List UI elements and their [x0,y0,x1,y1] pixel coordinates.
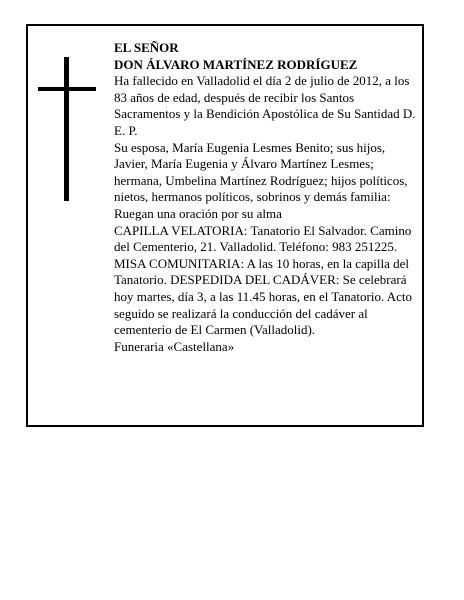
death-announcement: Ha fallecido en Valladolid el día 2 de julio de 2012, a los 83 años de edad, después de recibir los Santos Sacramentos y la Bendición Apostólica de Su Santidad D. E. P. [114,73,416,138]
prayer-request: Ruegan una oración por su alma [114,205,282,221]
funeral-details: CAPILLA VELATORIA: Tanatorio El Salvador. Camino del Cementerio, 21. Valladolid. Teléfono: 983 251225. MISA COMUNITARIA: A las 10 horas, en la capilla del Tanatorio. DESPEDIDA DEL CADÁVER: Se celebrará hoy martes, día 3, a las 11.45 horas, en el Tanatorio. Acto seguido se realizará la conducción del cadáver al cementerio de El Carmen (Valladolid). [114,222,413,338]
title-line-1: EL SEÑOR [114,40,179,55]
cross-icon [38,57,96,201]
obituary-text [114,40,418,355]
obituary-notice [26,24,424,427]
deceased-name: DON ÁLVARO MARTÍNEZ RODRÍGUEZ [114,56,358,72]
family-list: Su esposa, María Eugenia Lesmes Benito; sus hijos, Javier, María Eugenia y Álvaro Martínez Lesmes; hermana, Umbelina Martínez Rodríguez; hijos políticos, nietos, hermanos políticos, sobrinos y demás familia: [114,139,408,205]
cross-horizontal-bar [38,87,96,91]
funeral-home: Funeraria «Castellana» [114,338,235,354]
cross-vertical-bar [64,57,69,201]
